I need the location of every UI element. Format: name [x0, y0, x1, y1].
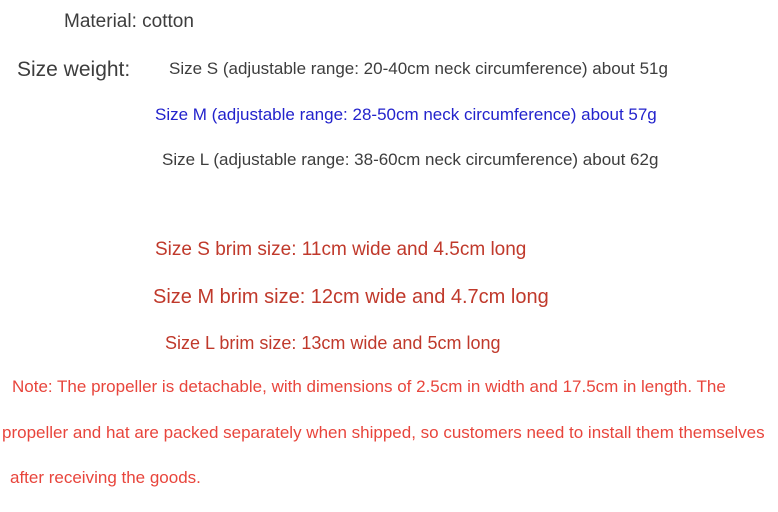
- note-line-1: Note: The propeller is detachable, with dimensions of 2.5cm in width and 17.5cm in length. The: [12, 377, 726, 396]
- size-weight-medium: Size M (adjustable range: 28-50cm neck circumference) about 57g: [155, 105, 657, 124]
- brim-size-large: Size L brim size: 13cm wide and 5cm long: [165, 333, 501, 353]
- material-line: Material: cotton: [64, 11, 194, 32]
- brim-size-small: Size S brim size: 11cm wide and 4.5cm long: [155, 239, 527, 260]
- brim-size-medium: Size M brim size: 12cm wide and 4.7cm long: [153, 286, 549, 308]
- size-weight-small: Size S (adjustable range: 20-40cm neck circumference) about 51g: [169, 59, 668, 78]
- note-line-2: propeller and hat are packed separately when shipped, so customers need to install them themselves: [2, 423, 765, 442]
- size-weight-label: Size weight:: [17, 58, 131, 81]
- size-weight-large: Size L (adjustable range: 38-60cm neck circumference) about 62g: [162, 150, 659, 169]
- note-line-3: after receiving the goods.: [10, 468, 201, 487]
